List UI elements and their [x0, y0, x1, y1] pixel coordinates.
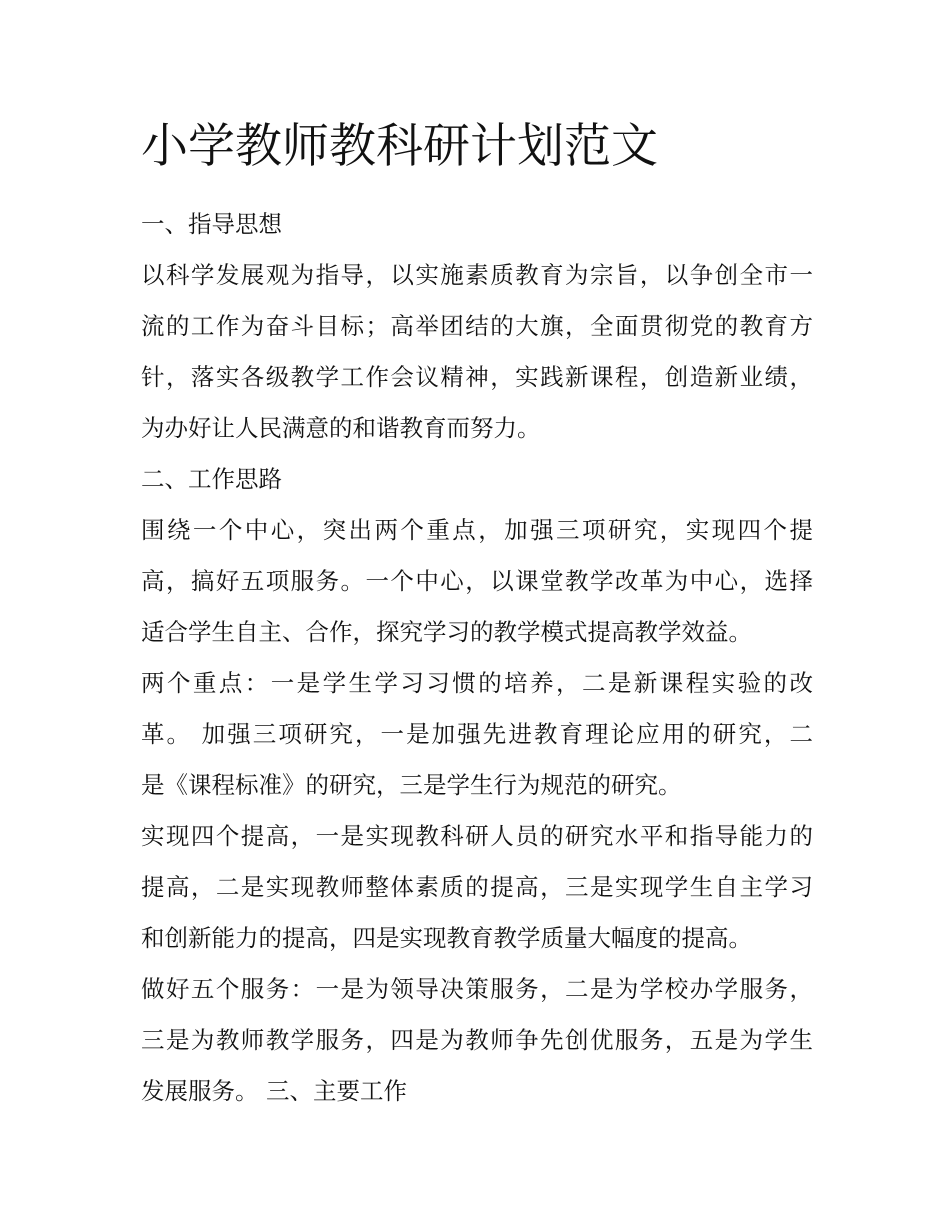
document-title: 小学教师教科研计划范文 [141, 119, 658, 174]
body-text-line: 提高，二是实现教师整体素质的提高，三是实现学生自主学习 [141, 873, 813, 901]
body-text-line: 和创新能力的提高，四是实现教育教学质量大幅度的提高。 [141, 924, 752, 952]
body-text-line: 革。 加强三项研究，一是加强先进教育理论应用的研究，二 [141, 720, 813, 748]
body-text-line: 实现四个提高，一是实现教科研人员的研究水平和指导能力的 [141, 822, 813, 850]
body-text-line: 以科学发展观为指导，以实施素质教育为宗旨，以争创全市一 [141, 261, 813, 289]
document-body [141, 199, 813, 1117]
body-text-line: 二、工作思路 [141, 465, 282, 493]
body-text-line: 流的工作为奋斗目标；高举团结的大旗，全面贯彻党的教育方 [141, 312, 813, 340]
body-text-line: 发展服务。 三、主要工作 [141, 1077, 407, 1105]
body-text-line: 适合学生自主、合作，探究学习的教学模式提高教学效益。 [141, 618, 752, 646]
body-text-line: 是《课程标准》的研究，三是学生行为规范的研究。 [141, 771, 682, 799]
body-text-line: 针，落实各级教学工作会议精神，实践新课程，创造新业绩， [141, 363, 813, 391]
body-text-line: 两个重点：一是学生学习习惯的培养，二是新课程实验的改 [141, 669, 813, 697]
body-text-line: 高，搞好五项服务。一个中心，以课堂教学改革为中心，选择 [141, 567, 813, 595]
body-text-line: 做好五个服务：一是为领导决策服务，二是为学校办学服务， [141, 975, 813, 1003]
body-text-line: 三是为教师教学服务，四是为教师争先创优服务，五是为学生 [141, 1026, 813, 1054]
body-text-line: 为办好让人民满意的和谐教育而努力。 [141, 414, 541, 442]
body-text-line: 一、指导思想 [141, 210, 282, 238]
body-text-line: 围绕一个中心，突出两个重点，加强三项研究，实现四个提 [141, 516, 813, 544]
